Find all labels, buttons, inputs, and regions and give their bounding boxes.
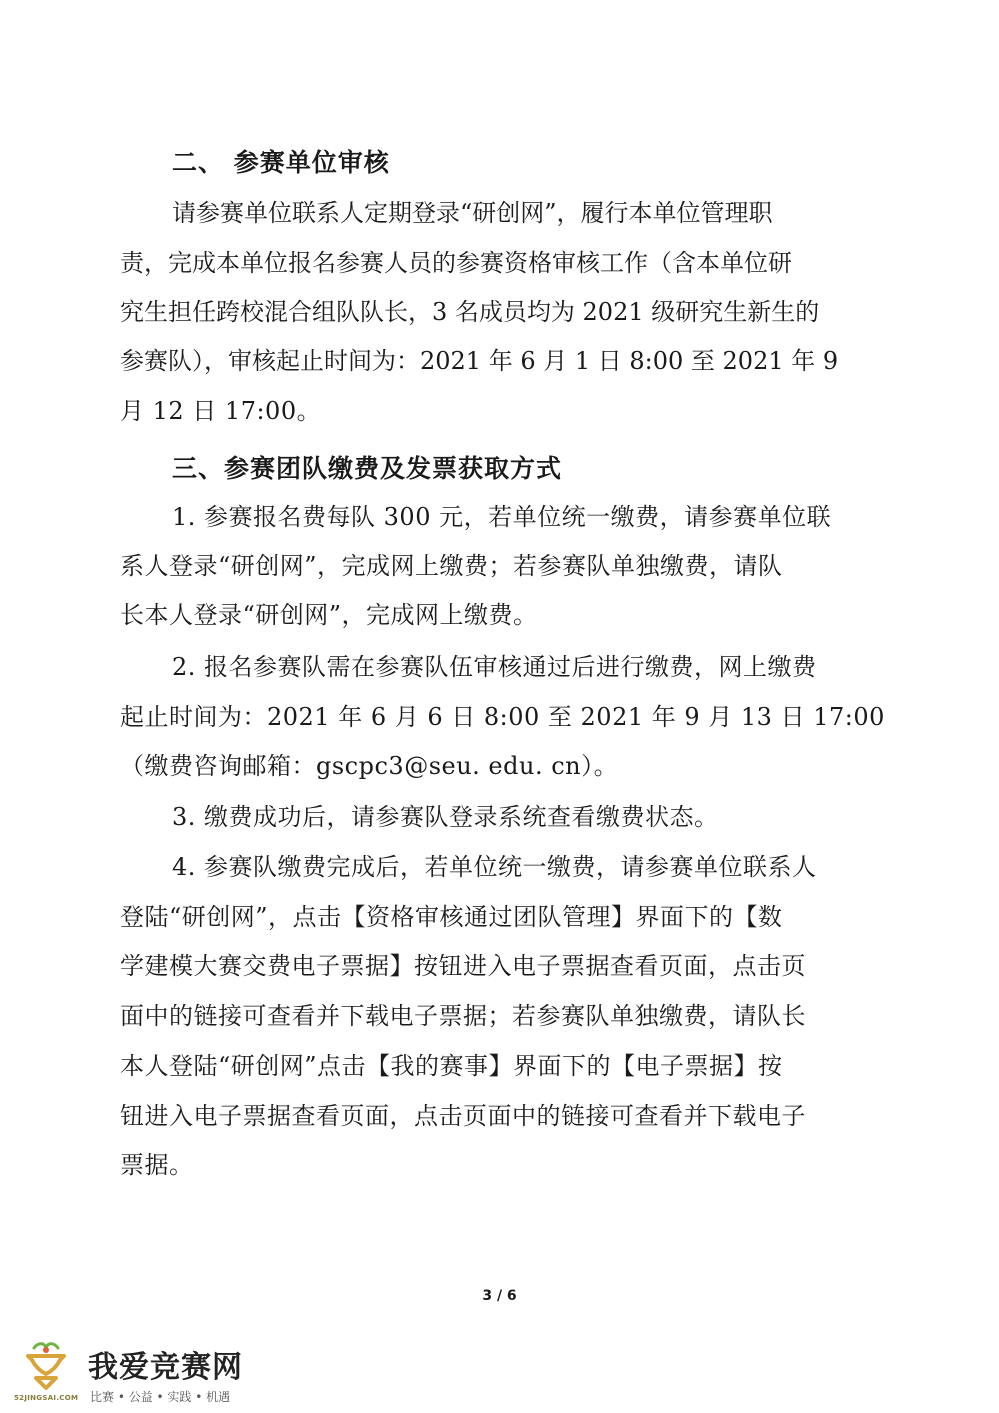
paragraph-line: 1. 参赛报名费每队 300 元，若单位统一缴费，请参赛单位联 bbox=[172, 503, 832, 531]
paragraph-line: 究生担任跨校混合组队队长，3 名成员均为 2021 级研究生新生的 bbox=[120, 298, 820, 326]
watermark-logo bbox=[10, 1338, 270, 1406]
paragraph-line: 长本人登录“研创网”，完成网上缴费。 bbox=[120, 601, 538, 629]
watermark-slogan: 比赛 • 公益 • 实践 • 机遇 bbox=[90, 1390, 231, 1404]
paragraph-line: 本人登陆“研创网”点击【我的赛事】界面下的【电子票据】按 bbox=[120, 1052, 783, 1080]
trophy-icon bbox=[16, 1340, 76, 1398]
paragraph-line: 2. 报名参赛队需在参赛队伍审核通过后进行缴费，网上缴费 bbox=[172, 653, 817, 681]
section-heading-payment: 三、参赛团队缴费及发票获取方式 bbox=[172, 454, 563, 483]
paragraph-line: 请参赛单位联系人定期登录“研创网”，履行本单位管理职 bbox=[172, 199, 773, 227]
paragraph-line: 参赛队），审核起止时间为：2021 年 6 月 1 日 8:00 至 2021 年 9 bbox=[120, 347, 839, 375]
paragraph-line: 票据。 bbox=[120, 1151, 194, 1179]
paragraph-line: 面中的链接可查看并下载电子票据；若参赛队单独缴费，请队长 bbox=[120, 1002, 806, 1030]
paragraph-line: 钮进入电子票据查看页面，点击页面中的链接可查看并下载电子 bbox=[120, 1102, 806, 1130]
paragraph-line: 月 12 日 17:00。 bbox=[120, 397, 322, 425]
paragraph-line: 责，完成本单位报名参赛人员的参赛资格审核工作（含本单位研 bbox=[120, 249, 792, 277]
section-heading-review: 二、 参赛单位审核 bbox=[172, 148, 390, 177]
page-number: 3 / 6 bbox=[482, 1288, 517, 1304]
paragraph-line: 4. 参赛队缴费完成后，若单位统一缴费，请参赛单位联系人 bbox=[172, 853, 817, 881]
paragraph-line: 学建模大赛交费电子票据】按钮进入电子票据查看页面，点击页 bbox=[120, 952, 806, 980]
paragraph-line: 系人登录“研创网”，完成网上缴费；若参赛队单独缴费，请队 bbox=[120, 552, 783, 580]
watermark-name: 我爱竞赛网 bbox=[88, 1350, 243, 1385]
paragraph-line: 登陆“研创网”，点击【资格审核通过团队管理】界面下的【数 bbox=[120, 903, 783, 931]
paragraph-line: （缴费咨询邮箱：gscpc3@seu. edu. cn）。 bbox=[120, 752, 619, 780]
paragraph-line: 起止时间为：2021 年 6 月 6 日 8:00 至 2021 年 9 月 13 日 17:00 bbox=[120, 703, 885, 731]
paragraph-line: 3. 缴费成功后，请参赛队登录系统查看缴费状态。 bbox=[172, 803, 719, 831]
watermark-domain: 52JINGSAI.COM bbox=[14, 1394, 79, 1402]
